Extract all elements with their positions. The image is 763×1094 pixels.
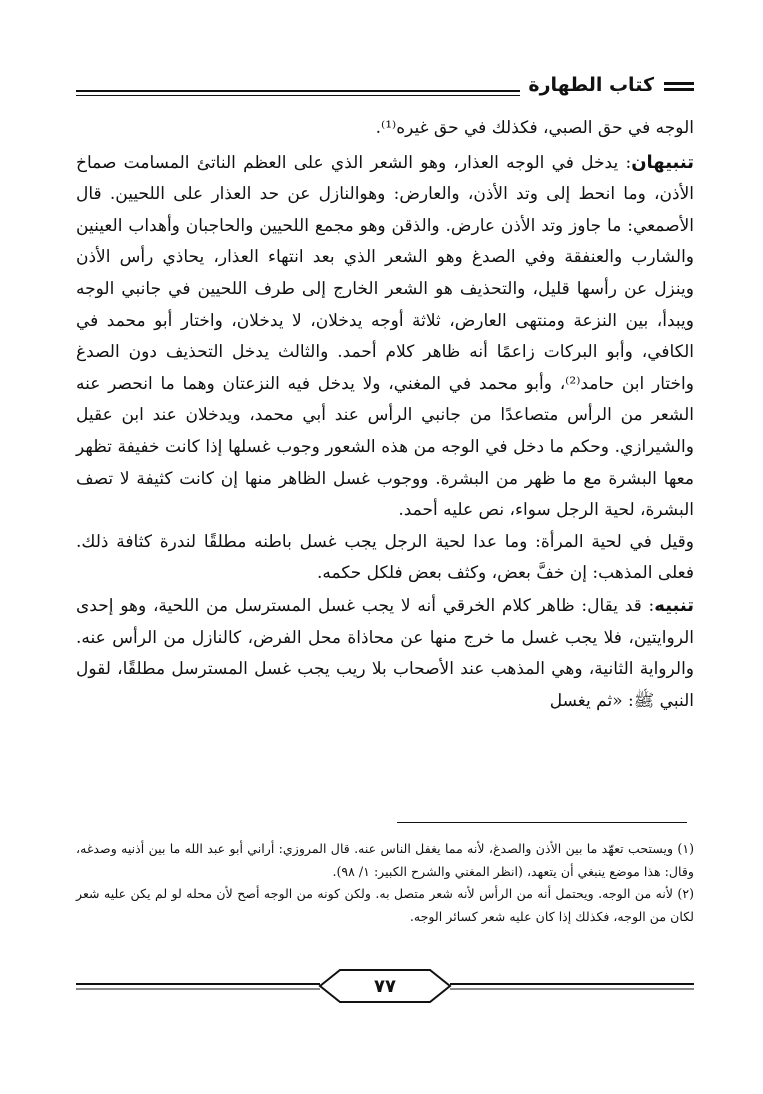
section-lead-tanbihan: تنبيهان [631,151,694,173]
page-footer [76,968,694,1008]
paragraph-2 [76,147,694,527]
paragraph-2-text: : يدخل في الوجه العذار، وهو الشعر الذي على العظم الناتئ المسامت صماخ الأذن، وما انحط إلى وتد الأذن، والعارض: وهوالنازل عن حد العذار على اللحيين. قال الأصمعي: ما جاوز وتد الأذن عارض. والذقن وهو مجمع اللحيين والحاجبان وأهداب العينين والشارب والعنفقة وفي الصدغ وهو الشعر الذي بعد انتهاء العذار، يحاذي رأس الأذن وينزل عن رأسها قليل، والتحذيف هو الشعر الخارج إلى طرف اللحيين في جانبي الوجه ويبدأ، بين النزعة ومنتهى العارض، ثلاثة أوجه يدخلان، لا يدخلان، واختار أبو محمد في الكافي، وأبو البركات زاعمًا أنه ظاهر كلام أحمد. والثالث يدخل التحذيف دون الصدغ واختار ابن حامد⁽²⁾، وأبو محمد في المغني، ولا يدخل فيه النزعتان وهما ما انحصر عنه الشعر من الرأس متصاعدًا من جانبي الرأس عند أبي محمد، ويدخلان عند ابن عقيل والشيرازي. وحكم ما دخل في الوجه من هذه الشعور وجوب غسلها إذا كانت خفيفة تظهر معها البشرة مع ما ظهر من البشرة. ووجوب غسل الظاهر منها إن كانت كثيفة لا تصف البشرة، لحية الرجل سواء، نص عليه أحمد. [76,152,694,521]
header-rule [76,90,531,96]
running-header [76,70,694,104]
paragraph-1: الوجه في حق الصبي، فكذلك في حق غيره⁽¹⁾. [375,118,694,138]
section-lead-tanbih: تنبيه [654,594,694,616]
chapter-title: كتاب الطهارة [520,74,654,96]
paragraph-3: وقيل في لحية المرأة: وما عدا لحية الرجل يجب غسل باطنه مطلقًا لندرة كثافة ذلك. فعلى المذهب: إن خفَّ بعض، وكثف بعض فلكل حكمه. [76,531,694,584]
main-text [76,113,694,717]
footnote-separator [397,822,687,823]
page-number: ٧٧ [374,976,396,997]
header-ornament [664,82,694,91]
paragraph-4 [76,590,694,717]
paragraph-4-text: : قد يقال: ظاهر كلام الخرقي أنه لا يجب غسل المسترسل من اللحية، وهو إحدى الروايتين، فلا يجب غسل ما خرج منها عن محاذاة محل الفرض، كالنازل من الرأس عنه. والرواية الثانية، وهي المذهب عند الأصحاب بلا ريب يجب غسل المسترسل مطلقًا، لقول النبي ﷺ: «ثم يغسل [76,595,694,711]
footnotes [76,838,694,928]
footnote-1: (١) ويستحب تعهّد ما بين الأذن والصدغ، لأنه مما يغفل الناس عنه. قال المروزي: أراني أبو عبد الله ما بين أذنيه وصدغه، وقال: هذا موضع ينبغي أن يتعهد، (انظر المغني والشرح الكبير: ١/ ٩٨). [76,841,694,879]
footnote-2: (٢) لأنه من الوجه. ويحتمل أنه من الرأس لأنه شعر متصل به. ولكن كونه من الوجه أصح لأن محله لو لم يكن عليه شعر لكان من الوجه، فكذلك إذا كان عليه شعر كسائر الوجه. [76,886,694,924]
